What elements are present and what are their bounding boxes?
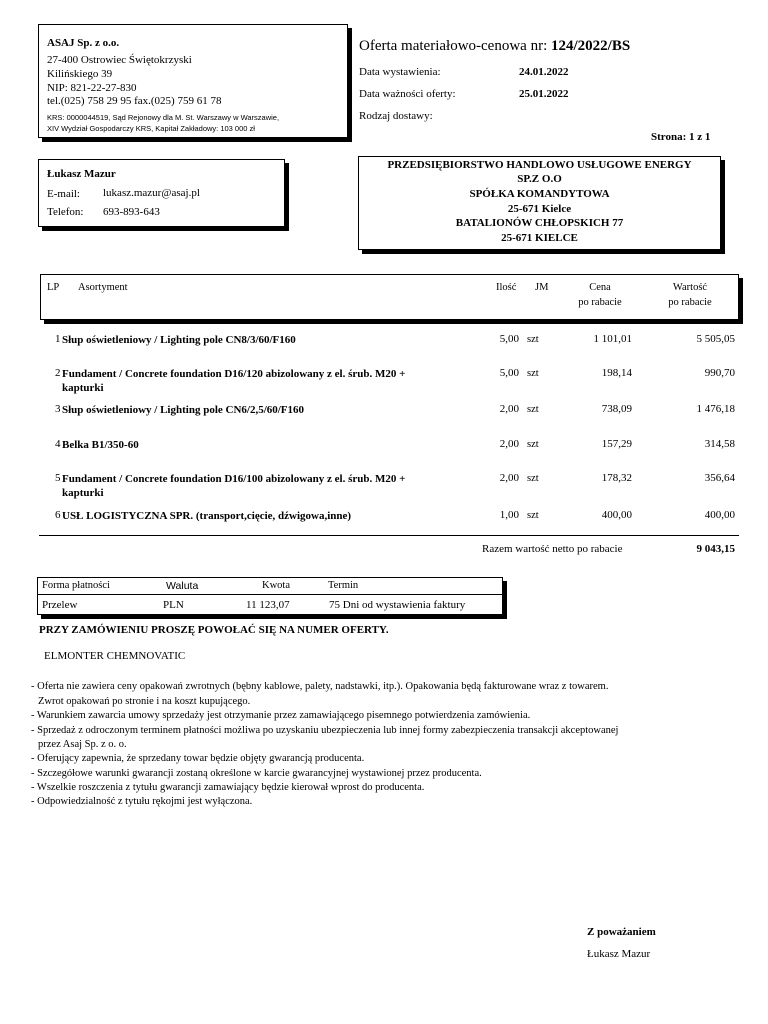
table-header (40, 274, 739, 320)
col-price-line-2: po rabacie (578, 297, 622, 308)
row-value: 990,70 (704, 367, 735, 379)
payment-currency-header: Waluta (166, 580, 199, 592)
row-item: Belka B1/350-60 (62, 439, 139, 451)
row-lp: 5 (55, 472, 61, 484)
buyer-line: BATALIONÓW CHŁOPSKICH 77 (455, 217, 624, 229)
row-value: 1 476,18 (696, 403, 735, 415)
row-unit: szt (527, 439, 539, 450)
client-reference: ELMONTER CHEMNOVATIC (44, 650, 186, 662)
issue-date-label: Data wystawienia: (359, 66, 441, 78)
row-qty: 2,00 (499, 403, 519, 415)
buyer-line: PRZEDSIĘBIORSTWO HANDLOWO USŁUGOWE ENERGY (387, 159, 692, 171)
payment-box (37, 577, 503, 615)
total-value: 9 043,15 (696, 543, 735, 555)
row-price: 157,29 (601, 438, 632, 450)
seller-box (38, 24, 348, 138)
contact-phone: 693-893-643 (103, 206, 160, 218)
seller-city: 27-400 Ostrowiec Świętokrzyski (47, 54, 192, 66)
row-unit: szt (527, 473, 539, 484)
col-qty: Ilość (496, 282, 517, 293)
row-unit: szt (527, 368, 539, 379)
payment-amount: 11 123,07 (246, 599, 290, 611)
payment-form: Przelew (42, 599, 78, 611)
row-item: Fundament / Concrete foundation D16/100 abizolowany z el. śrub. M20 + kapturki (62, 473, 406, 499)
buyer-box (358, 156, 721, 250)
signer-name: Łukasz Mazur (587, 948, 651, 960)
term-line: - Sprzedaż z odroczonym terminem płatności możliwa po uzyskaniu ubezpieczenia lub innej formy zabezpieczenia transakcji akceptowanej (31, 725, 619, 736)
row-qty: 2,00 (499, 438, 519, 450)
term-line: - Wszelkie roszczenia z tytułu gwarancji zamawiający będzie kierował wprost do producenta. (31, 782, 425, 793)
regards: Z poważaniem (587, 926, 656, 938)
term-line: przez Asaj Sp. z o. o. (38, 739, 127, 750)
seller-krs-line-1: KRS: 0000044519, Sąd Rejonowy dla M. St. Warszawy w Warszawie, (47, 113, 280, 122)
row-unit: szt (527, 404, 539, 415)
row-qty: 1,00 (499, 509, 519, 521)
col-value-line-2: po rabacie (668, 297, 712, 308)
row-price: 1 101,01 (593, 333, 632, 345)
valid-date-label: Data ważności oferty: (359, 88, 456, 100)
row-item: Słup oświetleniowy / Lighting pole CN8/3/60/F160 (62, 334, 296, 346)
payment-form-header: Forma płatności (42, 580, 110, 591)
contact-name: Łukasz Mazur (47, 168, 116, 180)
row-lp: 3 (55, 403, 61, 415)
row-price: 178,32 (601, 472, 632, 484)
contact-phone-label: Telefon: (47, 206, 84, 218)
row-lp: 6 (55, 509, 61, 521)
row-qty: 2,00 (499, 472, 519, 484)
seller-street: Kilińskiego 39 (47, 68, 113, 80)
payment-divider (38, 594, 502, 595)
row-price: 198,14 (601, 367, 632, 379)
row-price: 738,09 (601, 403, 632, 415)
seller-name: ASAJ Sp. z o.o. (47, 37, 120, 49)
term-line: - Szczegółowe warunki gwarancji zostaną określone w karcie gwarancyjnej wystawionej przez producenta. (31, 768, 482, 779)
col-item: Asortyment (78, 282, 128, 293)
buyer-line: SP.Z O.O (517, 173, 562, 185)
row-item: USŁ LOGISTYCZNA SPR. (transport,cięcie, dźwigowa,inne) (62, 510, 352, 522)
col-lp: LP (47, 282, 60, 293)
row-value: 400,00 (704, 509, 735, 521)
offer-number: 124/2022/BS (551, 38, 631, 54)
buyer-line: 25-671 Kielce (507, 203, 572, 215)
valid-date: 25.01.2022 (519, 88, 569, 100)
payment-currency: PLN (163, 599, 184, 611)
row-unit: szt (527, 510, 539, 521)
seller-krs-line-2: XIV Wydział Gospodarczy KRS, Kapitał Zakładowy: 103 000 zł (47, 124, 255, 133)
term-line: - Oferujący zapewnia, że sprzedany towar będzie objęty gwarancją producenta. (31, 753, 365, 764)
offer-title-prefix: Oferta materiałowo-cenowa nr: (359, 38, 551, 54)
payment-term: 75 Dni od wystawienia faktury (329, 599, 466, 611)
delivery-label: Rodzaj dostawy: (359, 110, 433, 122)
buyer-line: SPÓŁKA KOMANDYTOWA (469, 188, 610, 200)
row-value: 356,64 (704, 472, 735, 484)
row-lp: 4 (55, 438, 61, 450)
payment-term-header: Termin (328, 580, 359, 591)
row-price: 400,00 (601, 509, 632, 521)
row-qty: 5,00 (499, 367, 519, 379)
row-lp: 2 (55, 367, 61, 379)
buyer-line: 25-671 KIELCE (501, 232, 578, 244)
term-line: - Odpowiedzialność z tytułu rękojmi jest wyłączona. (31, 796, 253, 807)
contact-email-label: E-mail: (47, 188, 80, 200)
contact-email: lukasz.mazur@asaj.pl (103, 187, 200, 199)
col-value-line-1: Wartość (672, 282, 708, 293)
term-line: Zwrot opakowań po stronie i na koszt kupującego. (38, 696, 251, 707)
payment-amount-header: Kwota (262, 580, 290, 591)
page-number: Strona: 1 z 1 (651, 131, 711, 143)
row-lp: 1 (55, 333, 61, 345)
col-unit: JM (535, 282, 549, 293)
contact-box (38, 159, 285, 227)
seller-nip: NIP: 821-22-27-830 (47, 82, 137, 94)
total-label: Razem wartość netto po rabacie (482, 543, 623, 555)
term-line: - Oferta nie zawiera ceny opakowań zwrotnych (bębny kablowe, palety, nadstawki, itp.). Opakowania będą fakturowane wraz z towarem. (31, 681, 609, 692)
row-unit: szt (527, 334, 539, 345)
row-item: Fundament / Concrete foundation D16/120 abizolowany z el. śrub. M20 + kapturki (62, 368, 406, 394)
offer-title (359, 38, 630, 55)
row-value: 5 505,05 (696, 333, 735, 345)
reference-note: PRZY ZAMÓWIENIU PROSZĘ POWOŁAĆ SIĘ NA NUMER OFERTY. (39, 624, 389, 636)
row-value: 314,58 (704, 438, 735, 450)
issue-date: 24.01.2022 (519, 66, 569, 78)
total-divider (39, 535, 739, 536)
term-line: - Warunkiem zawarcia umowy sprzedaży jest otrzymanie przez zamawiającego pisemnego potwierdzenia zamówienia. (31, 710, 531, 721)
row-qty: 5,00 (499, 333, 519, 345)
seller-phone: tel.(025) 758 29 95 fax.(025) 759 61 78 (47, 95, 222, 107)
row-item: Słup oświetleniowy / Lighting pole CN6/2,5/60/F160 (62, 404, 305, 416)
col-price-line-1: Cena (589, 282, 611, 293)
